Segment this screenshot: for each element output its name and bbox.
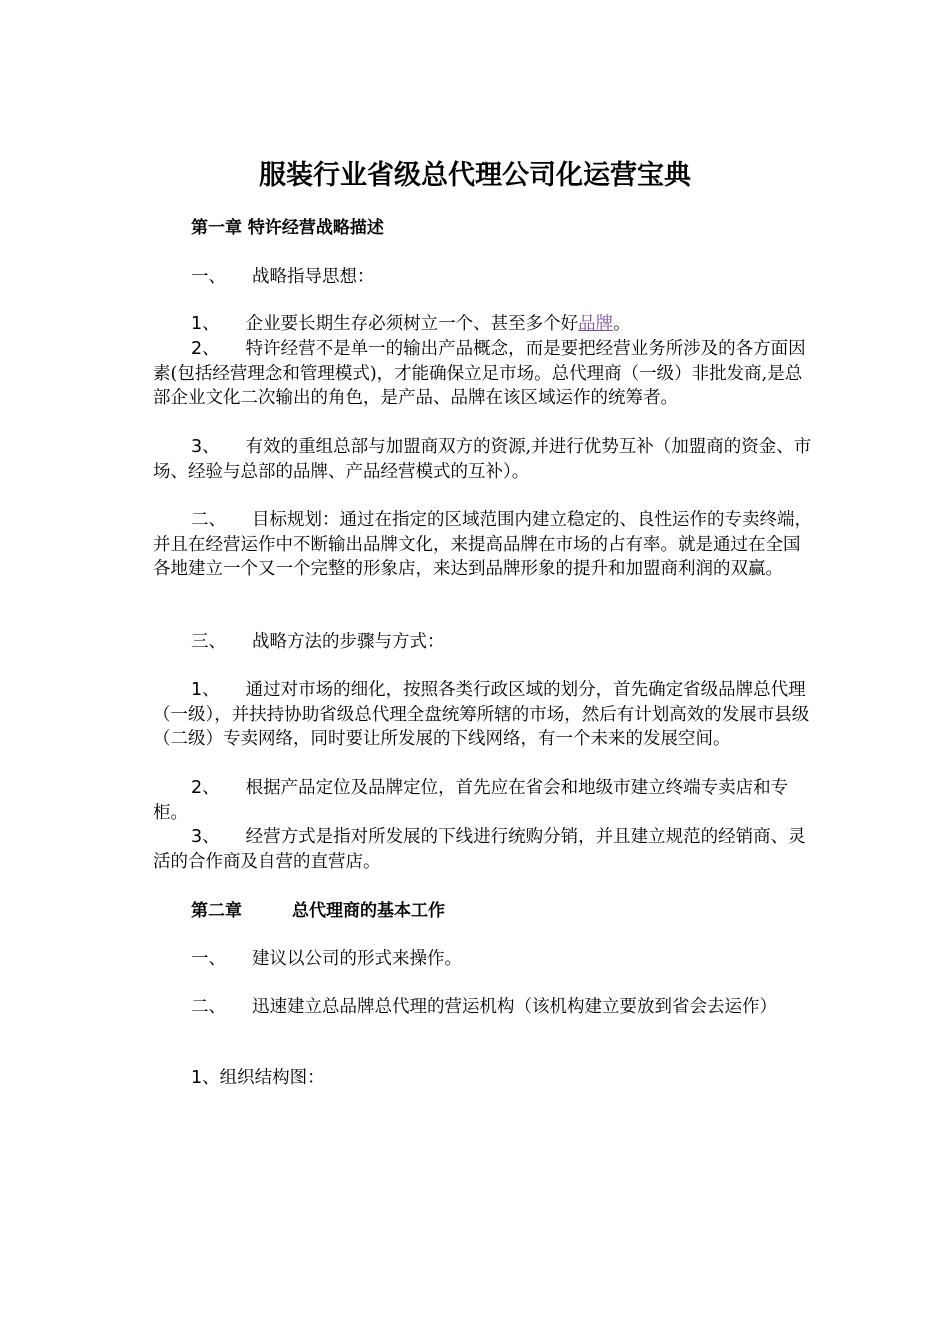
- section-text: 战略指导思想：: [252, 267, 375, 287]
- chapter2-number: 第二章: [191, 901, 242, 921]
- ch1-s1-item1: [153, 312, 813, 337]
- chapter1-number: 第一章: [191, 218, 242, 238]
- section-number: 一、: [191, 949, 226, 969]
- section-number: 二、: [191, 997, 226, 1017]
- ch1-section1-heading: [153, 265, 813, 290]
- item-text: 根据产品定位及品牌定位，首先应在省会和地级市建立终端专卖店和专柜。: [153, 778, 789, 823]
- item-number: 2、: [191, 778, 220, 798]
- section-number: 一、: [191, 267, 226, 287]
- section-text: 迅速建立总品牌总代理的营运机构（该机构建立要放到省会去运作）: [252, 997, 777, 1017]
- section-text: 战略方法的步骤与方式：: [252, 632, 445, 652]
- ch1-section3-heading: [153, 630, 813, 655]
- section-text: 建议以公司的形式来操作。: [252, 949, 462, 969]
- ch2-item1: [153, 1066, 813, 1091]
- chapter2-heading: [153, 899, 813, 924]
- ch1-s1-item2: [153, 337, 813, 411]
- ch1-s3-item1: [153, 678, 813, 752]
- item-number: 3、: [191, 437, 220, 457]
- ch2-section2: [153, 995, 813, 1020]
- item-text: 特许经营不是单一的输出产品概念，而是要把经营业务所涉及的各方面因素(包括经营理念和管理模式)，才能确保立足市场。总代理商（一级）非批发商,是总部企业文化二次输出的角色，是产品、品牌在该区域运作的统筹者。: [153, 339, 806, 408]
- ch1-s3-item3: [153, 825, 813, 874]
- item-text: 有效的重组总部与加盟商双方的资源,并进行优势互补（加盟商的资金、市场、经验与总部的品牌、产品经营模式的互补）。: [153, 437, 812, 482]
- ch1-s1-item3: [153, 435, 813, 484]
- ch1-s3-item2: [153, 776, 813, 825]
- item-number: 1、: [191, 1068, 220, 1088]
- item-text: 组织结构图：: [219, 1068, 325, 1088]
- ch1-section2: [153, 508, 813, 582]
- chapter2-title: 总代理商的基本工作: [292, 901, 445, 921]
- section-number: 三、: [191, 632, 226, 652]
- item-text: 通过对市场的细化，按照各类行政区域的划分，首先确定省级品牌总代理（一级），并扶持协助省级总代理全盘统筹所辖的市场，然后有计划高效的发展市县级（二级）专卖网络，同时要让所发展的下线网络，有一个未来的发展空间。: [153, 680, 810, 749]
- item-number: 1、: [191, 680, 220, 700]
- document-title: 服装行业省级总代理公司化运营宝典: [259, 160, 691, 191]
- section-number: 二、: [191, 510, 226, 530]
- ch2-section1: [153, 947, 813, 972]
- chapter1-title: 特许经营战略描述: [247, 218, 384, 238]
- item-number: 3、: [191, 827, 220, 847]
- item-number: 1、: [191, 314, 220, 334]
- item-number: 2、: [191, 339, 220, 359]
- item-text: 经营方式是指对所发展的下线进行统购分销，并且建立规范的经销商、灵活的合作商及自营的直营店。: [153, 827, 806, 872]
- chapter1-heading: [153, 216, 813, 241]
- item-text-end: 。: [613, 314, 631, 334]
- section-text: 目标规划：通过在指定的区域范围内建立稳定的、良性运作的专卖终端，并且在经营运作中不断输出品牌文化，来提高品牌在市场的占有率。就是通过在全国各地建立一个又一个完整的形象店，来达到品牌形象的提升和加盟商利润的双赢。: [153, 510, 812, 579]
- brand-link[interactable]: 品牌: [578, 314, 614, 334]
- item-text: 企业要长期生存必须树立一个、甚至多个好: [245, 314, 579, 334]
